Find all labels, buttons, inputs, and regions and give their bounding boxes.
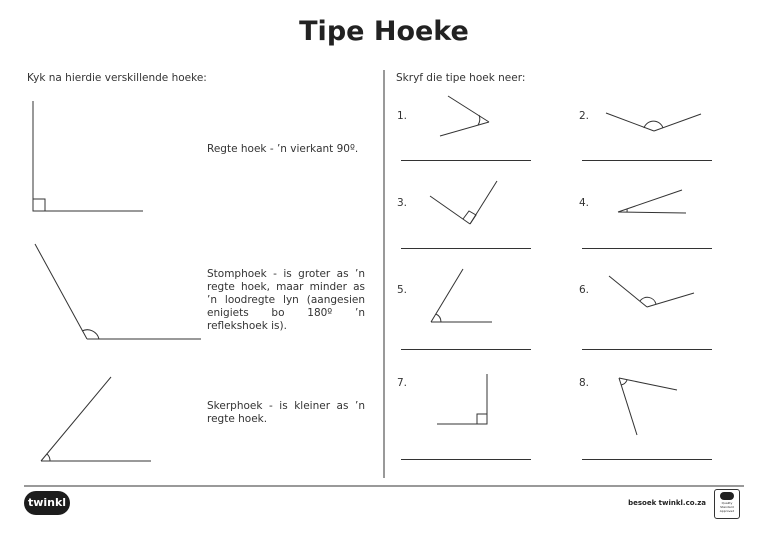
item-number-6: 6. — [579, 284, 590, 296]
item-number-3: 3. — [397, 197, 408, 209]
angle-figure-8 — [619, 378, 677, 435]
acute-angle-definition: Skerphoek - is kleiner as ’n regte hoek. — [207, 400, 365, 425]
page-title: Tipe Hoeke — [299, 16, 469, 47]
left-instruction: Kyk na hierdie verskillende hoeke: — [27, 72, 207, 84]
item-number-2: 2. — [579, 110, 590, 122]
item-number-4: 4. — [579, 197, 590, 209]
item-number-7: 7. — [397, 377, 408, 389]
quality-badge — [714, 489, 740, 519]
badge-label: Quality Standard Approved — [719, 501, 735, 513]
right-instruction: Skryf die tipe hoek neer: — [396, 72, 526, 84]
angle-figure-5 — [431, 269, 492, 322]
obtuse-angle-definition: Stomphoek - is groter as ’n regte hoek, maar minder as ’n loodregte lyn (aangesien enigiets bo 180º ’n reflekshoek is). — [207, 268, 365, 332]
website-link[interactable]: besoek twinkl.co.za — [628, 499, 706, 507]
item-number-1: 1. — [397, 110, 408, 122]
angle-figure-3 — [430, 181, 497, 224]
angle-figure-2 — [606, 113, 701, 131]
angle-figure-1 — [440, 96, 489, 136]
right-angle-example — [33, 101, 143, 211]
angle-figure-4 — [618, 190, 686, 213]
right-angle-definition: Regte hoek - ’n vierkant 90º. — [207, 143, 359, 155]
angle-figure-7 — [437, 374, 487, 424]
badge-icon — [720, 492, 734, 500]
item-number-8: 8. — [579, 377, 590, 389]
obtuse-angle-example — [35, 244, 201, 339]
acute-angle-example — [41, 377, 151, 461]
twinkl-logo[interactable]: twinkl — [24, 491, 70, 515]
item-number-5: 5. — [397, 284, 408, 296]
angle-figure-6 — [609, 276, 694, 307]
